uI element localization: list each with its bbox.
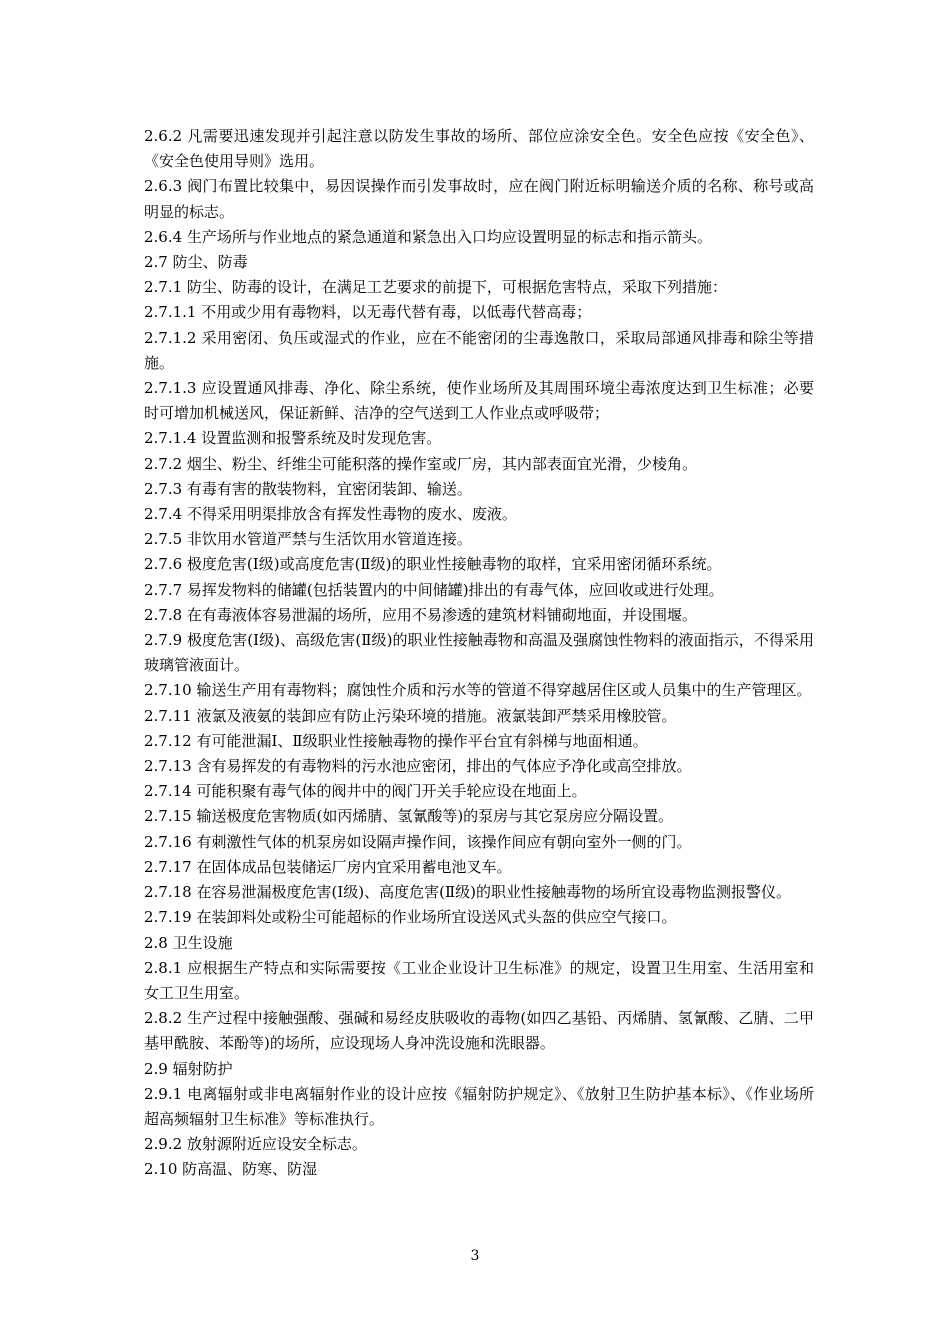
paragraph-2-7-17: 2.7.17 在固体成品包装储运厂房内宜采用蓄电池叉车。 [144,857,512,876]
paragraph-2-6-2: 2.6.2 凡需要迅速发现并引起注意以防发生事故的场所、部位应涂安全色。安全色应按《安全色》、《安全色使用导则》选用。 [144,127,814,171]
paragraph-2-7-1-2: 2.7.1.2 采用密闭、负压或湿式的作业，应在不能密闭的尘毒逸散口，采取局部通风排毒和除尘等措施。 [144,328,814,372]
paragraph-2-9-1: 2.9.1 电离辐射或非电离辐射作业的设计应按《辐射防护规定》、《放射卫生防护基本标》、《作业场所超高频辐射卫生标准》等标准执行。 [144,1084,814,1128]
paragraph-2-7-9: 2.7.9 极度危害(Ⅰ级)、高级危害(Ⅱ级)的职业性接触毒物和高温及强腐蚀性物料的液面指示，不得采用玻璃管液面计。 [144,631,814,675]
paragraph-2-7-1: 2.7.1 防尘、防毒的设计，在满足工艺要求的前提下，可根据危害特点，采取下列措施： [144,278,727,297]
paragraph-2-7-13: 2.7.13 含有易挥发的有毒物料的污水池应密闭，排出的气体应予净化或高空排放。 [144,757,692,776]
paragraph-2-7-4: 2.7.4 不得采用明渠排放含有挥发性毒物的废水、废液。 [144,505,517,524]
paragraph-2-7-2: 2.7.2 烟尘、粉尘、纤维尘可能积落的操作室或厂房，其内部表面宜光滑，少棱角。 [144,454,697,473]
paragraph-2-6-4: 2.6.4 生产场所与作业地点的紧急通道和紧急出入口均应设置明显的标志和指示箭头。 [144,227,712,246]
paragraph-2-7-8: 2.7.8 在有毒液体容易泄漏的场所，应用不易渗透的建筑材料铺砌地面，并设围堰。 [144,605,697,624]
paragraph-2-7-15: 2.7.15 输送极度危害物质(如丙烯腈、氢氰酸等)的泵房与其它泵房应分隔设置。 [144,807,674,826]
paragraph-2-7-1-3: 2.7.1.3 应设置通风排毒、净化、除尘系统，使作业场所及其周围环境尘毒浓度达到卫生标准；必要时可增加机械送风，保证新鲜、洁净的空气送到工人作业点或呼吸带； [144,379,814,423]
paragraph-2-7-16: 2.7.16 有刺激性气体的机泵房如设隔声操作间，该操作间应有朝向室外一侧的门。 [144,832,692,851]
paragraph-2-7-11: 2.7.11 液氯及液氨的装卸应有防止污染环境的措施。液氯装卸严禁采用橡胶管。 [144,706,677,725]
paragraph-2-7-18: 2.7.18 在容易泄漏极度危害(Ⅰ级)、高度危害(Ⅱ级)的职业性接触毒物的场所宜设毒物监测报警仪。 [144,883,792,902]
paragraph-2-7-7: 2.7.7 易挥发物料的储罐(包括装置内的中间储罐)排出的有毒气体，应回收或进行处理。 [144,580,724,599]
section-heading-2-7: 2.7 防尘、防毒 [144,253,248,272]
paragraph-2-8-2: 2.8.2 生产过程中接触强酸、强碱和易经皮肤吸收的毒物(如四乙基铅、丙烯腈、氢氰酸、乙腈、二甲基甲酰胺、苯酚等)的场所，应设现场人身冲洗设施和洗眼器。 [144,1009,814,1053]
paragraph-2-9-2: 2.9.2 放射源附近应设安全标志。 [144,1135,367,1154]
paragraph-2-7-10: 2.7.10 输送生产用有毒物料；腐蚀性介质和污水等的管道不得穿越居住区或人员集中的生产管理区。 [144,681,812,700]
paragraph-2-7-1-1: 2.7.1.1 不用或少用有毒物料，以无毒代替有毒，以低毒代替高毒； [144,303,592,322]
paragraph-2-7-12: 2.7.12 有可能泄漏Ⅰ、Ⅱ级职业性接触毒物的操作平台宜有斜梯与地面相通。 [144,731,648,750]
page-number: 3 [470,1248,480,1264]
section-heading-2-9: 2.9 辐射防护 [144,1059,233,1078]
paragraph-2-7-14: 2.7.14 可能积聚有毒气体的阀井中的阀门开关手轮应设在地面上。 [144,782,587,801]
paragraph-2-7-1-4: 2.7.1.4 设置监测和报警系统及时发现危害。 [144,429,442,448]
section-heading-2-10: 2.10 防高温、防寒、防湿 [144,1160,318,1179]
section-heading-2-8: 2.8 卫生设施 [144,933,233,952]
paragraph-2-7-6: 2.7.6 极度危害(Ⅰ级)或高度危害(Ⅱ级)的职业性接触毒物的取样，宜采用密闭循环系统。 [144,555,722,574]
paragraph-2-7-19: 2.7.19 在装卸料处或粉尘可能超标的作业场所宜设送风式头盔的供应空气接口。 [144,908,677,927]
paragraph-2-6-3: 2.6.3 阀门布置比较集中，易因误操作而引发事故时，应在阀门附近标明输送介质的名称、称号或高明显的标志。 [144,177,814,221]
paragraph-2-7-5: 2.7.5 非饮用水管道严禁与生活饮用水管道连接。 [144,530,472,549]
paragraph-2-8-1: 2.8.1 应根据生产特点和实际需要按《工业企业设计卫生标准》的规定，设置卫生用室、生活用室和女工卫生用室。 [144,958,814,1002]
document-body [144,124,814,1183]
paragraph-2-7-3: 2.7.3 有毒有害的散装物料，宜密闭装卸、输送。 [144,479,472,498]
